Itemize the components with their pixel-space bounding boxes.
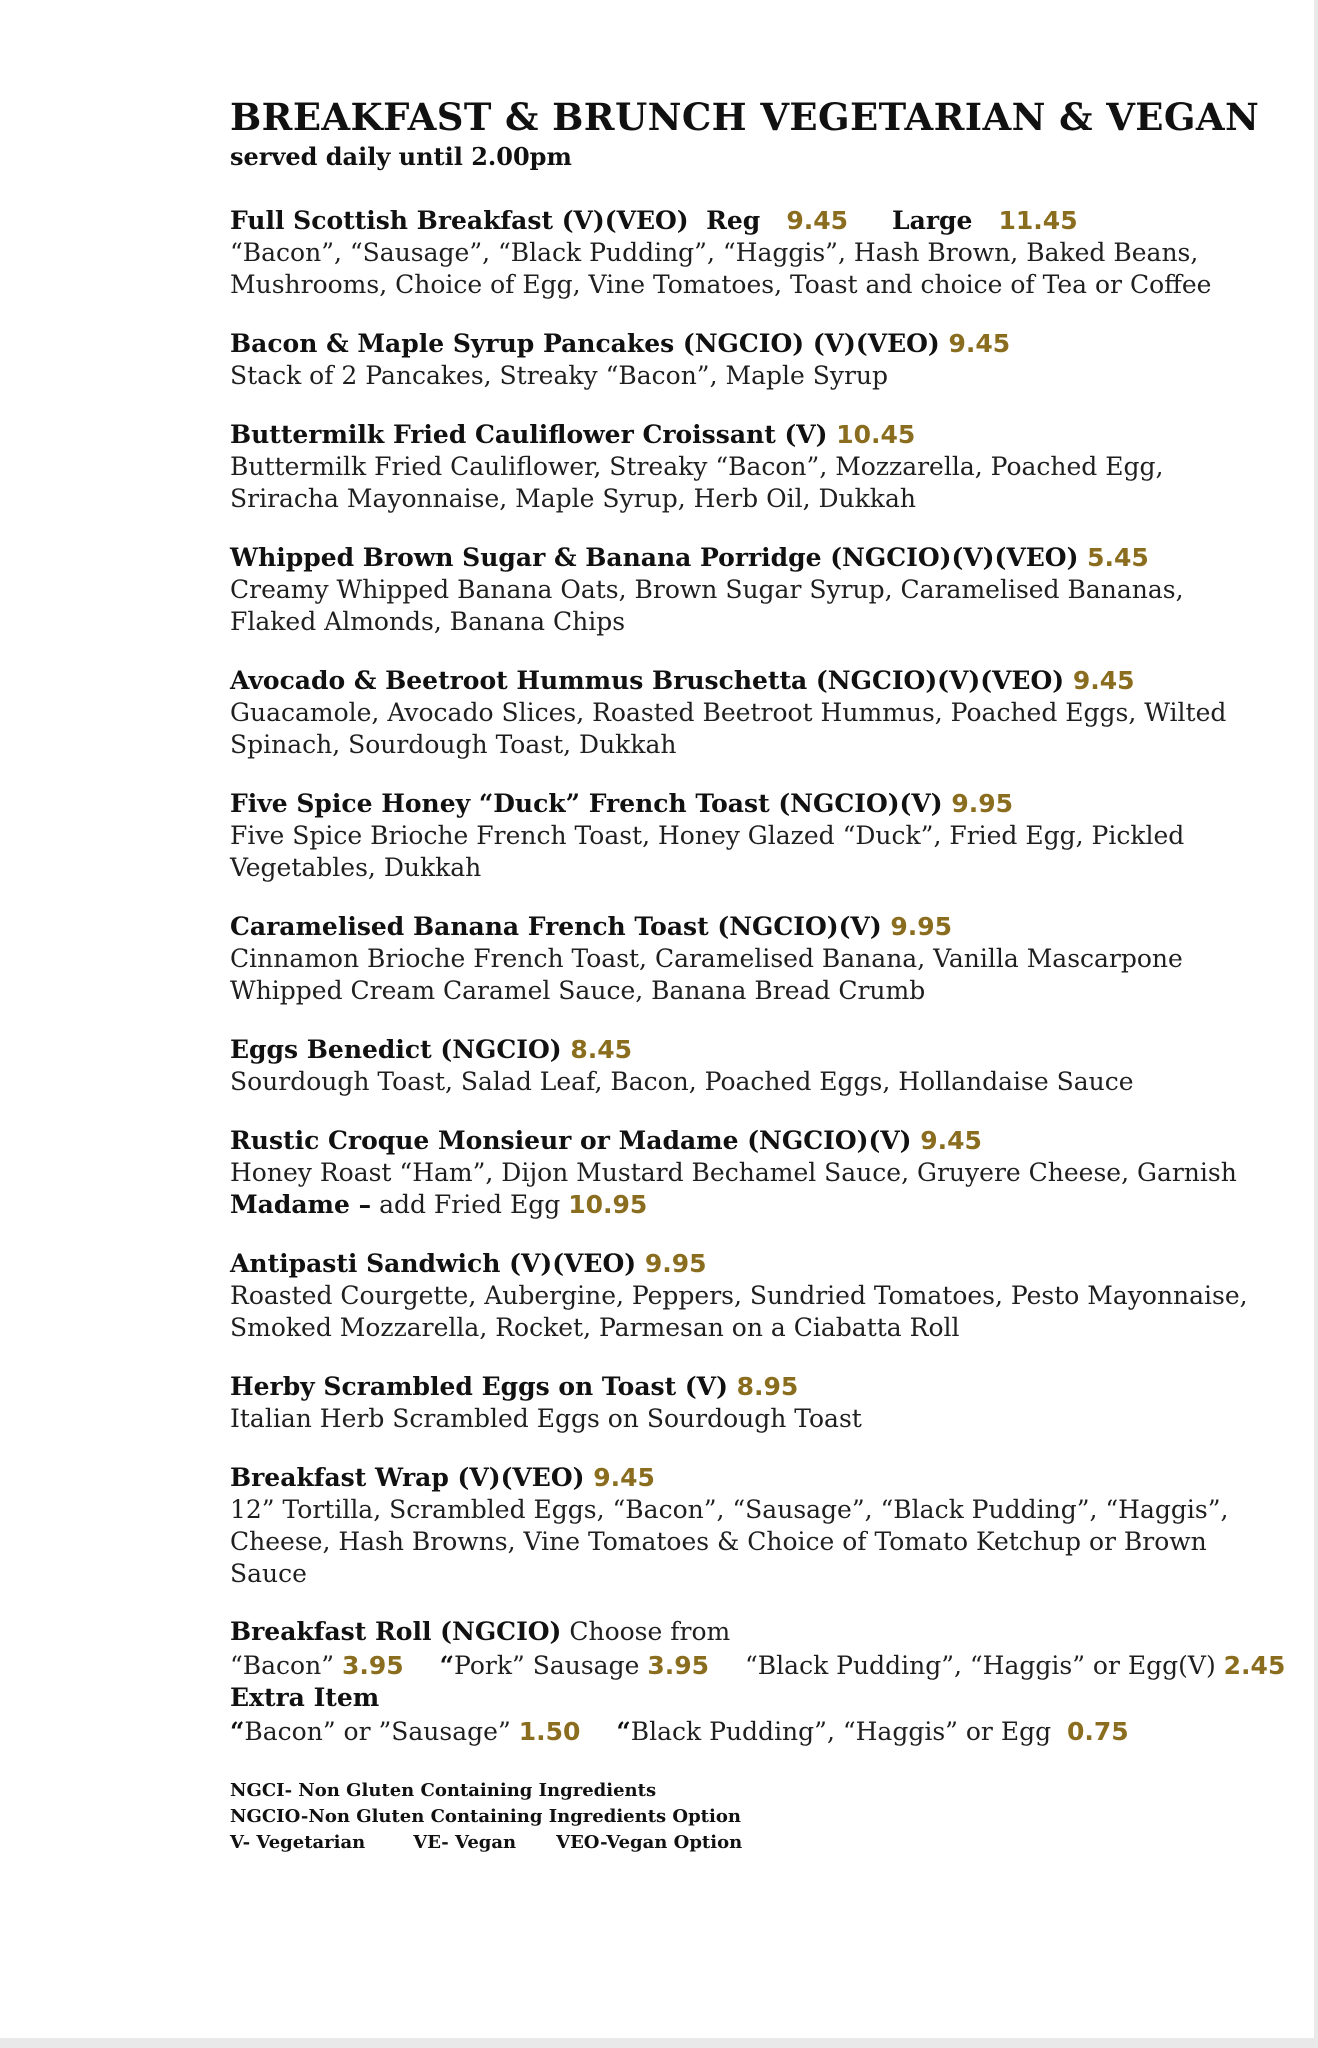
menu-item-desc-line: Whipped Cream Caramel Sauce, Banana Bread Crumb	[230, 976, 926, 1005]
menu-item-title	[230, 204, 1310, 237]
menu-items-group-1	[230, 327, 1310, 1098]
menu-item-price: 5.45	[1087, 543, 1149, 572]
menu-item-name: Avocado & Beetroot Hummus Bruschetta (NGCIO)(V)(VEO)	[230, 666, 1065, 695]
menu-item-desc-line: Roasted Courgette, Aubergine, Peppers, Sundried Tomatoes, Pesto Mayonnaise,	[230, 1281, 1248, 1310]
menu-item-price: 9.95	[890, 912, 953, 941]
menu-item	[230, 1461, 1310, 1590]
extra-option-label: Black Pudding”, “Haggis” or Egg	[630, 1717, 1052, 1746]
menu-item-desc-line: Flaked Almonds, Banana Chips	[230, 607, 626, 636]
dietary-key-ve: VE- Vegan	[413, 1832, 517, 1853]
menu-item-desc-line: Smoked Mozzarella, Rocket, Parmesan on a Ciabatta Roll	[230, 1313, 960, 1342]
menu-item-desc-line: “Bacon”, “Sausage”, “Black Pudding”, “Haggis”, Hash Brown, Baked Beans,	[230, 238, 1199, 267]
menu-item-name: Whipped Brown Sugar & Banana Porridge (NGCIO)(V)(VEO)	[230, 543, 1079, 572]
menu-item-desc-line: Sriracha Mayonnaise, Maple Syrup, Herb Oil, Dukkah	[230, 484, 916, 513]
menu-content	[230, 92, 1310, 1856]
roll-options-line	[230, 1650, 1310, 1682]
roll-option-label: “Bacon”	[230, 1651, 334, 1680]
large-label: Large	[892, 206, 973, 235]
menu-item-name: Full Scottish Breakfast (V)(VEO)	[230, 206, 689, 235]
menu-item-desc-line: 12” Tortilla, Scrambled Eggs, “Bacon”, “Sausage”, “Black Pudding”, “Haggis”,	[230, 1495, 1229, 1524]
menu-item-name: Eggs Benedict (NGCIO)	[230, 1035, 562, 1064]
menu-item-name: Breakfast Wrap (V)(VEO)	[230, 1463, 585, 1492]
menu-item-name: Bacon & Maple Syrup Pancakes (NGCIO) (V)(VEO)	[230, 329, 940, 358]
menu-item-desc-line: Spinach, Sourdough Toast, Dukkah	[230, 730, 677, 759]
menu-item	[230, 1033, 1310, 1098]
menu-item-price: 9.45	[920, 1126, 982, 1155]
extra-option-quote: “	[230, 1717, 245, 1746]
menu-item-desc-line: Honey Roast “Ham”, Dijon Mustard Bechamel Sauce, Gruyere Cheese, Garnish	[230, 1158, 1237, 1187]
menu-title: BREAKFAST & BRUNCH VEGETARIAN & VEGAN	[230, 95, 1260, 139]
menu-items-group-2	[230, 1247, 1310, 1590]
extra-option-quote: “	[616, 1717, 631, 1746]
extra-items-line	[230, 1716, 1310, 1748]
menu-item-price: 9.95	[644, 1249, 707, 1278]
menu-item-desc-line: Mushrooms, Choice of Egg, Vine Tomatoes, Toast and choice of Tea or Coffee	[230, 270, 1212, 299]
madame-price: 10.95	[568, 1190, 648, 1219]
dietary-key-line: NGCIO-Non Gluten Containing Ingredients Option	[230, 1806, 741, 1827]
menu-item-desc-line: Vegetables, Dukkah	[230, 853, 482, 882]
roll-option-label: Pork” Sausage	[454, 1651, 640, 1680]
menu-subtitle: served daily until 2.00pm	[230, 142, 572, 171]
menu-item-desc-line: Guacamole, Avocado Slices, Roasted Beetroot Hummus, Poached Eggs, Wilted	[230, 698, 1227, 727]
menu-item-price: 9.45	[1072, 666, 1135, 695]
menu-item	[230, 327, 1310, 392]
menu-item-desc-line: Italian Herb Scrambled Eggs on Sourdough Toast	[230, 1404, 862, 1433]
menu-item	[230, 541, 1310, 638]
dietary-key-v: V- Vegetarian	[230, 1832, 366, 1853]
menu-item-name: Rustic Croque Monsieur or Madame (NGCIO)(V)	[230, 1126, 912, 1155]
menu-item-desc-line: Five Spice Brioche French Toast, Honey Glazed “Duck”, Fried Egg, Pickled	[230, 821, 1185, 850]
menu-item-desc-line: Cinnamon Brioche French Toast, Caramelised Banana, Vanilla Mascarpone	[230, 944, 1183, 973]
menu-item	[230, 418, 1310, 515]
menu-item-price: 9.95	[951, 789, 1014, 818]
roll-option-quote: “	[439, 1651, 455, 1680]
extra-item-title: Extra Item	[230, 1683, 380, 1712]
menu-item	[230, 910, 1310, 1007]
menu-item-desc-line: Creamy Whipped Banana Oats, Brown Sugar Syrup, Caramelised Bananas,	[230, 575, 1184, 604]
menu-item-name: Buttermilk Fried Cauliflower Croissant (V)	[230, 420, 828, 449]
menu-item-desc-line: Stack of 2 Pancakes, Streaky “Bacon”, Maple Syrup	[230, 361, 889, 390]
dietary-key-line	[230, 1830, 1310, 1856]
menu-item-desc-line: Cheese, Hash Browns, Vine Tomatoes & Choice of Tomato Ketchup or Brown	[230, 1527, 1207, 1556]
menu-item-name: Five Spice Honey “Duck” French Toast (NGCIO)(V)	[230, 789, 943, 818]
menu-item	[230, 1247, 1310, 1344]
extra-option-label: Bacon” or ”Sausage”	[244, 1717, 511, 1746]
menu-item-price: 8.95	[736, 1372, 799, 1401]
madame-line	[230, 1189, 1310, 1221]
roll-title-line	[230, 1616, 1310, 1648]
menu-item	[230, 787, 1310, 884]
menu-item-croque	[230, 1124, 1310, 1221]
dietary-key-line: NGCI- Non Gluten Containing Ingredients	[230, 1780, 657, 1801]
menu-item-desc-line: Sauce	[230, 1559, 307, 1588]
menu-item-breakfast-roll	[230, 1616, 1310, 1748]
roll-option-label: “Black Pudding”, “Haggis” or Egg(V)	[745, 1651, 1216, 1680]
extra-option-price: 0.75	[1067, 1717, 1129, 1746]
menu-item-price: 9.45	[948, 329, 1011, 358]
menu-item-desc-line: Sourdough Toast, Salad Leaf, Bacon, Poached Eggs, Hollandaise Sauce	[230, 1067, 1134, 1096]
menu-item	[230, 664, 1310, 761]
menu-item-name: Breakfast Roll (NGCIO)	[230, 1617, 562, 1646]
dietary-key-veo: VEO-Vegan Option	[556, 1832, 743, 1853]
dietary-key	[230, 1778, 1310, 1856]
menu-item-price: 10.45	[836, 420, 916, 449]
menu-item-name: Antipasti Sandwich (V)(VEO)	[230, 1249, 637, 1278]
menu-item-desc-line: Buttermilk Fried Cauliflower, Streaky “Bacon”, Mozzarella, Poached Egg,	[230, 452, 1164, 481]
menu-item-full-scottish	[230, 204, 1310, 301]
large-price: 11.45	[998, 206, 1078, 235]
roll-option-price: 3.95	[341, 1651, 404, 1680]
reg-price: 9.45	[786, 206, 849, 235]
menu-item-name: Caramelised Banana French Toast (NGCIO)(V)	[230, 912, 882, 941]
menu-item-price: 8.45	[570, 1035, 632, 1064]
madame-text: add Fried Egg	[379, 1190, 561, 1219]
menu-item-name: Herby Scrambled Eggs on Toast (V)	[230, 1372, 728, 1401]
reg-label: Reg	[706, 206, 761, 235]
menu-item-price: 9.45	[593, 1463, 655, 1492]
roll-choose-text: Choose from	[569, 1617, 731, 1646]
roll-option-price: 3.95	[647, 1651, 710, 1680]
extra-option-price: 1.50	[518, 1717, 581, 1746]
menu-item	[230, 1370, 1310, 1435]
madame-label: Madame –	[230, 1190, 372, 1219]
roll-option-price: 2.45	[1223, 1651, 1286, 1680]
